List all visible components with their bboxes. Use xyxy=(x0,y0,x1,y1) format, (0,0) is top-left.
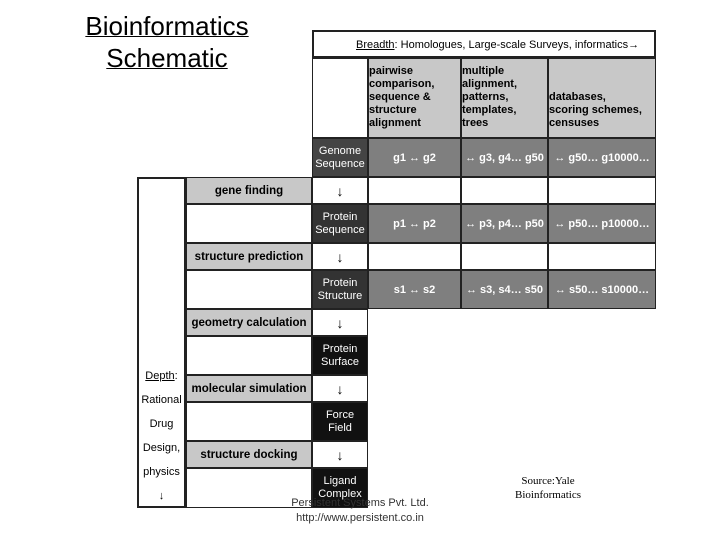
row-label-gene-finding: gene finding xyxy=(186,177,312,204)
structure-multiple-cell: ↔ s3, s4… s50 xyxy=(461,270,548,309)
center-text: Protein Surface xyxy=(321,342,359,368)
title-line-1: Bioinformatics xyxy=(85,11,249,41)
center-arrow xyxy=(312,309,368,336)
header-pairwise-line: sequence & xyxy=(369,91,431,103)
center-genome-sequence xyxy=(312,138,368,177)
structure-databases-cell: ↔ s50… s10000… xyxy=(548,270,656,309)
protein-multiple-cell: ↔ p3, p4… p50 xyxy=(461,204,548,243)
breadth-label: Breadth xyxy=(356,39,395,51)
center-arrow xyxy=(312,375,368,402)
depth-line: Drug xyxy=(149,418,174,430)
header-multiple-line: multiple xyxy=(462,65,505,77)
header-databases xyxy=(548,58,656,138)
grid-blank-cell xyxy=(368,243,461,270)
source-line-1: Source:Yale xyxy=(521,475,575,487)
header-pairwise xyxy=(368,58,461,138)
depth-colon: : xyxy=(174,370,178,382)
grid-blank-cell xyxy=(461,243,548,270)
header-pairwise-line: comparison, xyxy=(369,78,435,90)
center-protein-structure xyxy=(312,270,368,309)
center-arrow xyxy=(312,177,368,204)
down-arrow-icon: ↓ xyxy=(336,182,344,199)
left-blank-row xyxy=(186,402,312,441)
row-label-structure-docking: structure docking xyxy=(186,441,312,468)
genome-pairwise-cell: g1 ↔ g2 xyxy=(368,138,461,177)
depth-label xyxy=(138,364,185,508)
left-blank-row xyxy=(186,270,312,309)
grid-blank-cell xyxy=(548,243,656,270)
footer-company: Persistent Systems Pvt. Ltd. xyxy=(291,497,429,509)
center-text: Ligand Complex xyxy=(318,475,362,500)
breadth-header xyxy=(312,30,656,58)
footer-url: http://www.persistent.co.in xyxy=(296,512,424,524)
source-line-2: Bioinformatics xyxy=(515,489,581,501)
header-databases-line: censuses xyxy=(549,117,600,129)
left-blank-row xyxy=(186,204,312,243)
header-multiple-line: alignment, xyxy=(462,78,518,90)
center-force-field xyxy=(312,402,368,441)
breadth-text: : Homologues, Large-scale Surveys, informatics→ xyxy=(394,39,640,51)
header-pairwise-line: alignment xyxy=(369,117,421,129)
footer xyxy=(270,496,450,526)
header-multiple-line: patterns, xyxy=(462,91,509,103)
protein-pairwise-cell: p1 ↔ p2 xyxy=(368,204,461,243)
center-protein-sequence xyxy=(312,204,368,243)
grid-blank-cell xyxy=(548,177,656,204)
header-blank-cell xyxy=(312,58,368,138)
header-databases-line: scoring schemes, xyxy=(549,104,642,116)
row-label-molecular-simulation: molecular simulation xyxy=(186,375,312,402)
genome-multiple-cell: ↔ g3, g4… g50 xyxy=(461,138,548,177)
row-label-structure-prediction: structure prediction xyxy=(186,243,312,270)
header-multiple-line: templates, xyxy=(462,104,517,116)
down-arrow-icon: ↓ xyxy=(336,248,344,265)
center-text: Protein Structure xyxy=(317,276,363,302)
protein-databases-cell: ↔ p50… p10000… xyxy=(548,204,656,243)
source-note xyxy=(498,474,598,502)
header-multiple-line: trees xyxy=(462,117,489,129)
depth-line: Rational xyxy=(141,394,182,406)
center-text: Force Field xyxy=(325,408,355,434)
left-blank-row xyxy=(186,336,312,375)
row-label-geometry-calculation: geometry calculation xyxy=(186,309,312,336)
genome-databases-cell: ↔ g50… g10000… xyxy=(548,138,656,177)
down-arrow-icon: ↓ xyxy=(336,380,344,397)
header-multiple xyxy=(461,58,548,138)
down-arrow-icon: ↓ xyxy=(336,314,344,331)
title-line-2: Schematic xyxy=(106,43,228,73)
center-arrow xyxy=(312,441,368,468)
header-databases-line: databases, xyxy=(549,91,606,103)
center-text: Genome Sequence xyxy=(315,144,365,170)
down-arrow-icon: ↓ xyxy=(336,446,344,463)
slide-title xyxy=(72,10,262,74)
header-pairwise-line: structure xyxy=(369,104,417,116)
grid-blank-cell xyxy=(368,177,461,204)
structure-pairwise-cell: s1 ↔ s2 xyxy=(368,270,461,309)
depth-arrow: ↓ xyxy=(158,490,165,502)
depth-word: Depth xyxy=(145,370,175,382)
center-text: Protein Sequence xyxy=(315,210,365,236)
depth-line: physics xyxy=(143,466,180,478)
header-pairwise-line: pairwise xyxy=(369,65,414,77)
depth-line: Design, xyxy=(142,442,181,454)
grid-blank-cell xyxy=(461,177,548,204)
center-arrow xyxy=(312,243,368,270)
center-protein-surface xyxy=(312,336,368,375)
